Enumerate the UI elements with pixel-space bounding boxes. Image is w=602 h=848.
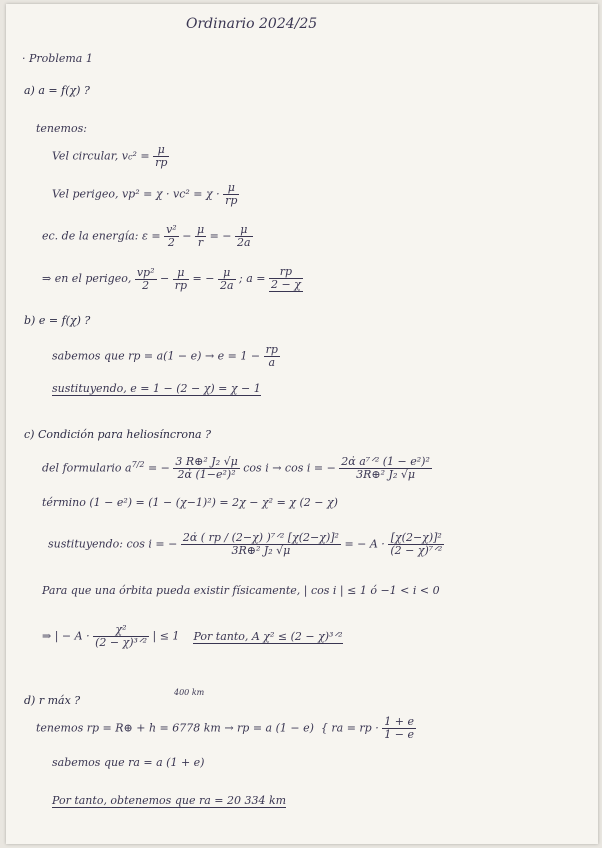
frac-num: 1 + e: [384, 715, 414, 728]
frac-num: μ: [173, 267, 189, 280]
frac-num: μ: [196, 223, 205, 236]
a-perigeo-line: [42, 266, 303, 292]
c-exp: 7/2: [131, 459, 145, 469]
d-final: [52, 794, 286, 807]
frac-num: 3 R⊕² J₂ √μ: [175, 455, 238, 468]
d-brace: { ra = rp ·: [320, 721, 379, 735]
frac-den: 2: [167, 236, 175, 250]
frac-den: r: [197, 236, 204, 250]
c-para: Para que una órbita pueda existir físicamente, | cos i | ≤ 1 ó −1 < i < 0: [42, 584, 440, 597]
page-title: Ordinario 2024/25: [186, 16, 318, 32]
d-final-text: Por tanto, obtenemos que ra = 20 334 km: [52, 794, 287, 807]
frac-den: (2 − χ)⁷ᐟ²: [390, 544, 443, 558]
minus-sign: −: [182, 229, 192, 243]
d-tenemos-text: tenemos rp = R⊕ + h = 6778 km → rp = a (1 − e): [36, 721, 314, 735]
b-sabemos: [52, 344, 280, 369]
a-vel-circular-label: Vel circular, v: [52, 149, 128, 163]
frac-den: 2: [142, 278, 150, 292]
c-eq1: [173, 456, 239, 481]
section-a-label: a): [24, 84, 35, 97]
a-vel-perigeo: Vel perigeo, vp² = χ · vc² = χ · $\frac{\mu}{rp}$: [52, 181, 238, 208]
b-sustituyendo: [52, 382, 261, 395]
frac-num: χ²: [93, 624, 149, 637]
section-b-heading: [24, 314, 90, 327]
frac-den: 2a: [219, 278, 234, 292]
frac-den: rp: [174, 278, 188, 292]
a-vel-perigeo-eq: = χ · vc² = χ ·: [143, 187, 220, 201]
frac-den: 3R⊕² J₂ √μ: [356, 468, 416, 482]
section-b-question: e = f(χ) ?: [38, 314, 91, 327]
c-sustituyendo: [48, 532, 444, 557]
section-a-question: a = f(χ) ?: [38, 84, 90, 97]
frac-den: a: [268, 356, 276, 370]
c-eq3-tail: = − A ·: [344, 537, 385, 551]
a-mu-over-2a-2: [218, 267, 236, 292]
section-a-heading: [24, 84, 90, 97]
frac-num: rp: [265, 343, 278, 356]
frac-den: (2 − χ)³ᐟ²: [95, 636, 148, 650]
section-d-heading: [24, 694, 80, 707]
section-c-heading: [24, 428, 211, 441]
a-energia: [42, 224, 253, 249]
a-vp2-over-2: [135, 267, 157, 292]
frac-den: 1 − e: [384, 728, 414, 742]
b-rp-over-a: [264, 344, 280, 369]
frac-num: rp: [269, 266, 303, 279]
section-d-question: r máx ?: [38, 694, 81, 707]
frac-num: vp²: [136, 265, 155, 279]
frac-num: μ: [153, 144, 169, 157]
frac-den: rp: [155, 156, 168, 170]
frac-num: [χ(2−χ)]²: [388, 532, 444, 545]
c-eq2: [339, 456, 432, 481]
section-d-label: d): [24, 694, 36, 707]
a-result-frac: [269, 266, 303, 292]
a-vel-perigeo-label: Vel perigeo, vp: [52, 187, 136, 201]
c-eq1-tail: cos i → cos i = −: [243, 461, 336, 475]
c-cond-frac: [93, 624, 149, 649]
c-formulario: del formulario $a^{7/2}$ = − $\frac{\text{3 R⊕² J₂ √μ}}{\text{2α̇ (1−e²)²}}$ cos i → cos i = − $\frac{\text{2α̇ a⁷ᐟ² (1 − e²)²}}{\text{3R⊕² J₂ √μ}}$: [42, 455, 430, 482]
a-mu-over-r: [195, 224, 206, 249]
frac-den: 2 − χ: [271, 278, 301, 292]
a-mu-over-rp-3: [173, 267, 189, 292]
frac-den: 2α̇ (1−e²)²: [177, 468, 236, 482]
c-eq4: [388, 532, 444, 557]
frac-num: μ: [235, 224, 253, 237]
c-cond-prefix: ⇒ | − A ·: [42, 629, 90, 643]
a-mu-over-rp-2: [223, 182, 239, 207]
c-portanto: Por tanto, A χ² ≤ (2 − χ)³ᐟ²: [193, 629, 343, 643]
a-perigeo-prefix: ⇒ en el perigeo,: [42, 272, 132, 286]
a-equals: ; a =: [239, 272, 266, 286]
notebook-page: [6, 4, 598, 844]
frac-den: rp: [225, 194, 238, 208]
a-vel-circular-eq: =: [140, 149, 154, 163]
d-sabemos: sabemos que ra = a (1 + e): [52, 756, 205, 769]
minus-sign: −: [160, 272, 170, 286]
a-vel-circular: Vel circular, vc² = $\frac{\mu}{rp}$: [52, 143, 168, 170]
problem-label: Problema 1: [29, 52, 93, 65]
equals-minus: = −: [209, 229, 232, 243]
frac-den: 3R⊕² J₂ √μ: [231, 544, 291, 558]
c-condicion: [42, 624, 343, 649]
d-note-400km: 400 km: [174, 688, 205, 697]
a-energia-label: ec. de la energía: ε =: [42, 229, 161, 243]
frac-num: μ: [223, 182, 239, 195]
c-sust-label: sustituyendo: cos i = −: [48, 537, 178, 551]
c-cond-tail: | ≤ 1: [152, 629, 180, 643]
a-v2-over-2: [164, 224, 179, 249]
frac-num: μ: [218, 267, 236, 280]
section-c-label: c): [24, 428, 35, 441]
frac-num: 2α̇ ( rp / (2−χ) )⁷ᐟ² [χ(2−χ)]²: [182, 531, 339, 544]
frac-den: 2a: [237, 236, 251, 250]
a-mu-over-2a: [235, 224, 253, 249]
d-ratio-frac: [382, 716, 416, 741]
b-sustituyendo-text: sustituyendo, e = 1 − (2 − χ) = χ − 1: [52, 382, 261, 395]
frac-num: v²: [166, 223, 177, 236]
section-c-question: Condición para heliosíncrona ?: [37, 428, 212, 441]
a-mu-over-rp-1: [153, 144, 169, 169]
d-tenemos: [36, 716, 416, 741]
c-eq3: [181, 532, 341, 557]
c-formulario-label: del formulario a: [42, 461, 132, 475]
c-termino: término (1 − e²) = (1 − (χ−1)²) = 2χ − χ² = χ (2 − χ): [42, 496, 338, 509]
frac-num: 2α̇ a⁷ᐟ² (1 − e²)²: [341, 455, 430, 468]
problem-heading: · Problema 1: [22, 52, 93, 65]
a-tenemos: tenemos:: [36, 122, 87, 135]
equals-minus: = −: [192, 272, 215, 286]
section-b-label: b): [24, 314, 36, 327]
b-sabemos-text: sabemos que rp = a(1 − e) → e = 1 −: [52, 349, 261, 363]
